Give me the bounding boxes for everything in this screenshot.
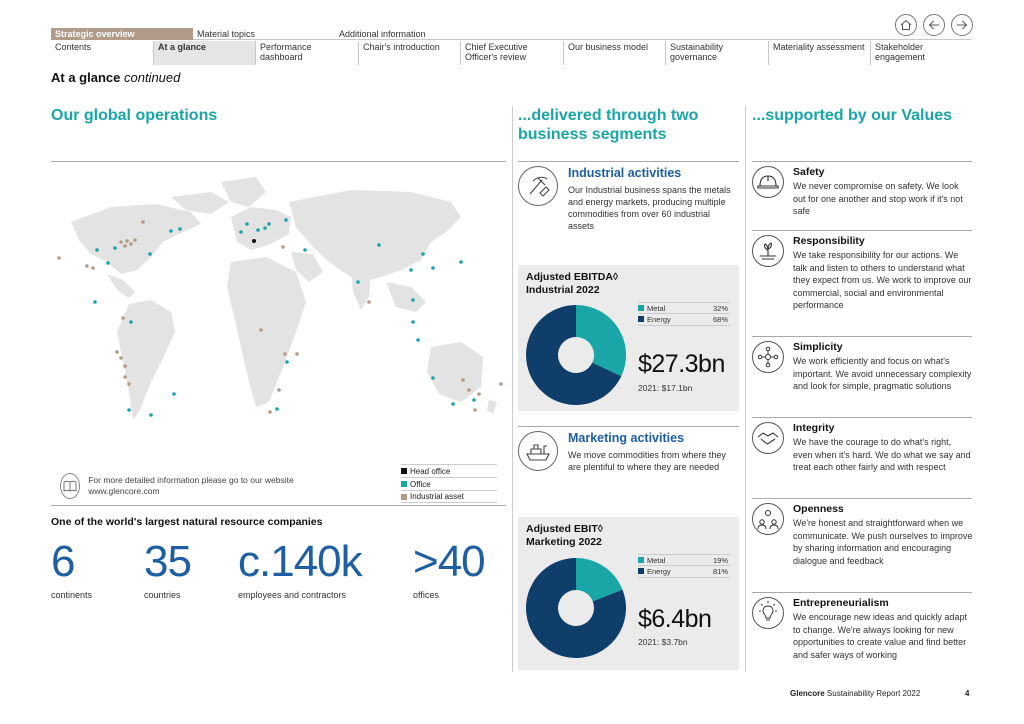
- subnav-performance-dashboard[interactable]: Performance dashboard: [256, 41, 359, 65]
- subnav-sustainability-governance[interactable]: Sustainability governance: [666, 41, 769, 65]
- value-desc: We never compromise on safety. We look out for one another and stop work if it's not safe: [793, 181, 963, 216]
- segment-desc: Our Industrial business spans the metals and energy markets, producing multiple commodities from over 60 industrial assets: [568, 185, 731, 231]
- hammer-pick-icon: [518, 166, 558, 206]
- home-icon[interactable]: [895, 14, 917, 36]
- value-integrity: [752, 417, 972, 497]
- kpi-value: $27.3bn: [638, 350, 725, 378]
- stat-countries: [144, 536, 191, 600]
- value-name: Integrity: [793, 422, 835, 434]
- top-nav: [51, 28, 971, 40]
- hand-plant-icon: [752, 235, 784, 267]
- stat-label: continents: [51, 590, 93, 600]
- column-divider: [512, 106, 513, 672]
- values-title: ...supported by our Values: [752, 107, 953, 124]
- kpi-title: Adjusted EBITDA◊ Industrial 2022: [526, 271, 619, 296]
- legend-label: Metal: [647, 556, 666, 565]
- nav-strategic-overview[interactable]: Strategic overview: [51, 28, 193, 40]
- stat-continents: [51, 536, 92, 600]
- legend-label: Energy: [647, 567, 671, 576]
- back-arrow-icon[interactable]: [923, 14, 945, 36]
- value-desc: We encourage new ideas and quickly adapt to change. We're always looking for new opportunities to create value and find better and safer ways of working: [793, 612, 967, 660]
- network-icon: [752, 341, 784, 373]
- stat-label: employees and contractors: [238, 590, 347, 600]
- world-map: [51, 161, 506, 506]
- kpi-legend-metal: [638, 554, 730, 566]
- lightbulb-icon: [752, 597, 784, 629]
- page-title-text: At a glance: [51, 70, 121, 85]
- subnav-contents[interactable]: Contents: [51, 41, 154, 65]
- more-info-text: For more detailed information please go to our website www.glencore.com: [88, 475, 294, 496]
- donut-chart-marketing: [524, 556, 628, 660]
- stats-subtitle: One of the world's largest natural resource companies: [51, 516, 323, 528]
- ship-icon: [518, 431, 558, 471]
- sub-nav: [51, 41, 971, 65]
- value-name: Openness: [793, 503, 844, 515]
- legend-pct: 68%: [712, 315, 728, 324]
- donut-slice-metal: [576, 305, 626, 376]
- donut-chart-industrial: [524, 303, 628, 407]
- operations-title: Our global operations: [51, 107, 218, 124]
- stat-label: offices: [413, 590, 439, 600]
- kpi-title: Adjusted EBIT◊ Marketing 2022: [526, 523, 603, 548]
- more-info[interactable]: [60, 473, 300, 499]
- kpi-legend-energy: [638, 566, 730, 578]
- legend-pct: 19%: [712, 556, 728, 565]
- nav-additional-information[interactable]: Additional information: [339, 29, 426, 39]
- kpi-industrial: [518, 265, 739, 411]
- column-divider: [745, 106, 746, 672]
- segment-desc: We move commodities from where they are plentiful to where they are needed: [568, 450, 726, 472]
- legend-swatch: [401, 481, 407, 487]
- value-openness: [752, 498, 972, 590]
- value-name: Responsibility: [793, 235, 865, 247]
- map-legend: [401, 464, 497, 503]
- kpi-prev: 2021: $3.7bn: [638, 637, 688, 647]
- people-icon: [752, 503, 784, 535]
- subnav-chairs-introduction[interactable]: Chair's introduction: [359, 41, 461, 65]
- stat-offices: [413, 536, 485, 600]
- value-name: Entrepreneurialism: [793, 597, 889, 609]
- footer-report: Sustainability Report 2022: [826, 689, 921, 698]
- segment-name: Marketing activities: [568, 431, 685, 445]
- subnav-at-a-glance[interactable]: At a glance: [154, 41, 256, 65]
- stat-number: 6: [51, 537, 75, 586]
- segment-name: Industrial activities: [568, 166, 682, 180]
- nav-material-topics[interactable]: Material topics: [197, 29, 256, 39]
- legend-swatch: [638, 305, 644, 311]
- kpi-prev: 2021: $17.1bn: [638, 383, 693, 393]
- legend-label: Industrial asset: [410, 492, 464, 501]
- segment-industrial: [518, 161, 739, 263]
- book-icon: [60, 473, 80, 499]
- subnav-business-model[interactable]: Our business model: [564, 41, 666, 65]
- subnav-ceo-review[interactable]: Chief Executive Officer's review: [461, 41, 564, 65]
- legend-pct: 81%: [712, 567, 728, 576]
- legend-swatch: [638, 316, 644, 322]
- stat-number: c.140k: [238, 537, 362, 586]
- value-desc: We're honest and straightforward when we communicate. We push ourselves to improve by sharing information and encouraging dialogue and feedback: [793, 518, 973, 566]
- legend-pct: 32%: [712, 304, 728, 313]
- legend-swatch: [638, 568, 644, 574]
- legend-label: Office: [410, 479, 431, 489]
- value-responsibility: [752, 230, 972, 334]
- page-number: 4: [965, 689, 970, 698]
- kpi-marketing: [518, 517, 739, 670]
- page-title-suffix: continued: [123, 70, 181, 85]
- footer-brand: Glencore: [790, 689, 825, 698]
- legend-label: Energy: [647, 315, 671, 324]
- stat-label: countries: [144, 590, 181, 600]
- value-desc: We work efficiently and focus on what's important. We avoid unnecessary complexity and look for simple, pragmatic solutions: [793, 356, 972, 391]
- kpi-legend-energy: [638, 314, 730, 326]
- stat-number: 35: [144, 537, 191, 586]
- hard-hat-icon: [752, 166, 784, 198]
- legend-label: Metal: [647, 304, 666, 313]
- segment-marketing: [518, 426, 739, 518]
- handshake-icon: [752, 422, 784, 454]
- value-safety: [752, 161, 972, 233]
- value-desc: We have the courage to do what's right, even when it's hard. We do what we say and treat each other fairly and with respect: [793, 437, 971, 472]
- subnav-stakeholder-engagement[interactable]: Stakeholder engagement: [875, 42, 926, 62]
- stat-number: >40: [413, 537, 485, 586]
- legend-swatch: [638, 557, 644, 563]
- stat-employees: [238, 536, 362, 600]
- nav-icons: [895, 14, 975, 36]
- forward-arrow-icon[interactable]: [951, 14, 973, 36]
- subnav-materiality-assessment[interactable]: Materiality assessment: [769, 41, 871, 65]
- footer: [790, 689, 920, 698]
- kpi-value: $6.4bn: [638, 605, 712, 633]
- value-entrepreneurialism: [752, 592, 972, 678]
- value-simplicity: [752, 336, 972, 416]
- legend-office: [401, 477, 497, 490]
- legend-industrial-asset: [401, 490, 497, 503]
- legend-label: Head office: [410, 466, 451, 476]
- legend-swatch: [401, 494, 407, 500]
- page-title: [51, 70, 180, 85]
- world-map-svg: [51, 162, 506, 507]
- legend-head-office: [401, 464, 497, 477]
- kpi-legend-metal: [638, 302, 730, 314]
- segments-title: ...delivered through two business segments: [518, 107, 699, 143]
- legend-swatch: [401, 468, 407, 474]
- value-name: Simplicity: [793, 341, 843, 353]
- value-name: Safety: [793, 166, 825, 178]
- value-desc: We take responsibility for our actions. We talk and listen to others to understand what they expect from us. We work to improve our commercial, social and environmental performance: [793, 250, 972, 310]
